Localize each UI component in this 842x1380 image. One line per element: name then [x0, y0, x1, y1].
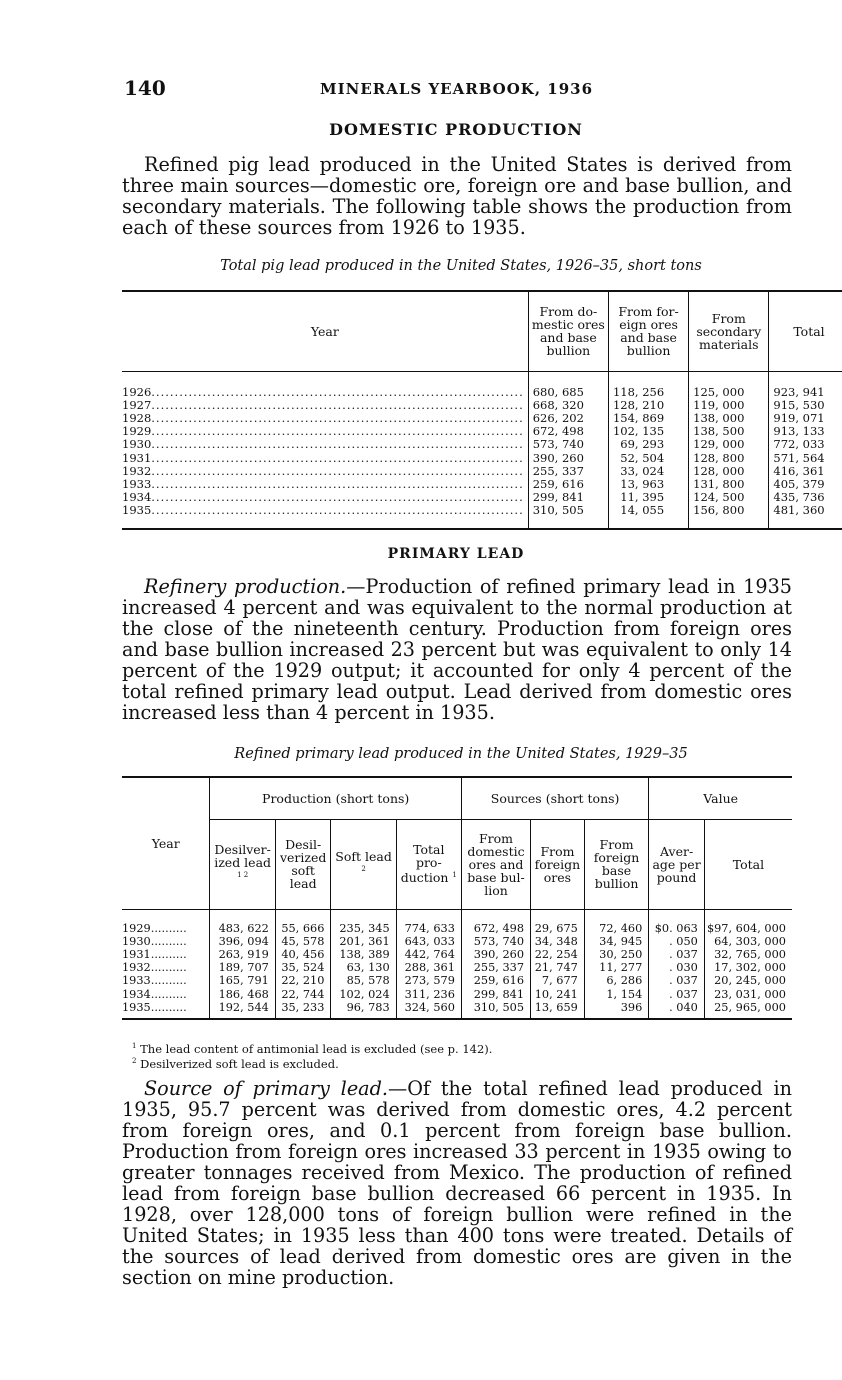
footnote-2-mark: 2	[132, 1056, 137, 1065]
cell-desilverized: 483, 622	[210, 909, 275, 935]
cell-desilverized: 263, 919	[210, 948, 275, 961]
row-year	[122, 425, 528, 438]
cell-soft: 85, 578	[331, 974, 396, 987]
cell-total-prod: 288, 361	[396, 961, 461, 974]
dot-leader: ..........	[150, 947, 187, 961]
cell-total-prod: 643, 033	[396, 935, 461, 948]
t2-col-desil-soft-header: Desil-verized soft lead	[275, 819, 331, 909]
cell-soft: 138, 389	[331, 948, 396, 961]
cell-foreign: 118, 256	[608, 371, 688, 399]
cell-foreign-bullion: 11, 277	[584, 961, 648, 974]
t2-col-foreign-bullion-header: From foreign base bullion	[584, 819, 648, 909]
dot-leader: ................................................................................	[151, 398, 524, 412]
cell-avg-price: $0. 063	[649, 909, 705, 935]
table-row	[122, 452, 842, 465]
dot-leader: ................................................................................	[151, 491, 524, 505]
t2-col-avg-price-header: Aver-age per pound	[649, 819, 705, 909]
page-number: 140	[124, 76, 166, 100]
t2-col-total-value-header: Total	[704, 819, 792, 909]
cell-domestic: 310, 505	[461, 1001, 530, 1019]
table2-caption: Refined primary lead produced in the United States, 1929–35	[234, 746, 688, 762]
cell-domestic: 255, 337	[461, 961, 530, 974]
pig-lead-table	[122, 290, 842, 530]
cell-desil-soft: 35, 233	[275, 1001, 331, 1019]
cell-foreign-ores: 22, 254	[531, 948, 585, 961]
cell-domestic: 672, 498	[461, 909, 530, 935]
dot-leader: ..........	[150, 974, 187, 988]
dot-leader: ..........	[150, 987, 187, 1001]
cell-total: 913, 133	[769, 425, 842, 438]
row-year-value: 1929	[122, 921, 151, 935]
cell-total: 915, 530	[769, 399, 842, 412]
t2-col-total-prod-label: Total pro-duction	[400, 842, 449, 886]
cell-soft: 235, 345	[331, 909, 396, 935]
cell-total-prod: 442, 764	[396, 948, 461, 961]
t2-col-soft-header	[331, 819, 396, 909]
cell-desil-soft: 55, 666	[275, 909, 331, 935]
row-year	[122, 1001, 210, 1019]
cell-total-prod: 273, 579	[396, 974, 461, 987]
row-year	[122, 478, 528, 491]
cell-foreign-ores: 34, 348	[531, 935, 585, 948]
cell-domestic: 573, 740	[461, 935, 530, 948]
cell-secondary: 128, 800	[689, 452, 769, 465]
cell-domestic: 259, 616	[461, 974, 530, 987]
table-row	[122, 961, 792, 974]
col-secondary-header: From secondary materials	[689, 291, 769, 371]
cell-domestic: 299, 841	[461, 988, 530, 1001]
source-paragraph-text: —Of the total refined lead produced in 1935, 95.7 percent was derived from domestic ores, 4.2 percent from foreign ores, and 0.1 percent from foreign base bullion. Production from foreign ores increased 33 percent in 1935 owing to greater tonnages received from Mexico. The production of refined lead from foreign base bullion decreased 66 percent in 1935. In 1928, over 128,000 tons of foreign bullion were refined in the United States; in 1935 less than 400 tons were treated. Details of the sources of lead derived from domestic ores are given in the section on mine production.	[122, 1077, 792, 1289]
row-year-value: 1930	[122, 934, 151, 948]
row-year	[122, 935, 210, 948]
row-year-value: 1929	[122, 425, 152, 439]
cell-foreign: 69, 293	[608, 438, 688, 451]
cell-total-prod: 311, 236	[396, 988, 461, 1001]
cell-foreign-bullion: 72, 460	[584, 909, 648, 935]
cell-total-value: 64, 303, 000	[704, 935, 792, 948]
cell-domestic: 680, 685	[528, 371, 608, 399]
cell-desilverized: 396, 094	[210, 935, 275, 948]
footnote-1-mark: 1	[132, 1042, 137, 1050]
table-row	[122, 371, 842, 399]
row-year-value: 1935	[122, 1000, 151, 1014]
cell-avg-price: . 030	[649, 961, 705, 974]
row-year-value: 1933	[122, 477, 152, 491]
cell-foreign-ores: 10, 241	[531, 988, 585, 1001]
refinery-lead-in: Refinery production.	[144, 575, 347, 598]
cell-desil-soft: 22, 744	[275, 988, 331, 1001]
dot-leader: ..........	[150, 1000, 187, 1014]
section-heading-primary: PRIMARY LEAD	[387, 546, 525, 562]
row-year-value: 1934	[122, 987, 151, 1001]
row-year-value: 1927	[122, 398, 152, 412]
cell-desil-soft: 45, 578	[275, 935, 331, 948]
cell-soft: 63, 130	[331, 961, 396, 974]
table-row	[122, 438, 842, 451]
col-foreign-header: From for-eign ores and base bullion	[608, 291, 688, 371]
running-title: MINERALS YEARBOOK, 1936	[320, 80, 594, 98]
cell-foreign: 11, 395	[608, 491, 688, 504]
cell-domestic: 672, 498	[528, 425, 608, 438]
dot-leader: ................................................................................	[151, 384, 524, 399]
cell-total-prod: 324, 560	[396, 1001, 461, 1019]
table-row	[122, 504, 842, 528]
table-row	[122, 1001, 792, 1019]
cell-soft: 102, 024	[331, 988, 396, 1001]
cell-total: 405, 379	[769, 478, 842, 491]
t2-col-desilverized-label: Desilver-ized lead	[214, 842, 272, 871]
row-year-value: 1935	[122, 504, 152, 518]
t2-group-sources: Sources (short tons)	[461, 777, 648, 819]
t2-col-soft-label: Soft lead	[335, 848, 392, 864]
cell-total-value: 25, 965, 000	[704, 1001, 792, 1019]
col-total-header: Total	[769, 291, 842, 371]
table-row	[122, 988, 792, 1001]
row-year	[122, 452, 528, 465]
cell-soft: 201, 361	[331, 935, 396, 948]
dot-leader: ..........	[150, 934, 187, 948]
table-row	[122, 399, 842, 412]
cell-foreign-ores: 13, 659	[531, 1001, 585, 1019]
footnote-2-text: Desilverized soft lead is excluded.	[140, 1056, 339, 1071]
dot-leader: ................................................................................	[151, 504, 524, 518]
cell-foreign: 154, 869	[608, 412, 688, 425]
t2-col-desilverized-note: 1 2	[237, 871, 249, 880]
cell-avg-price: . 037	[649, 988, 705, 1001]
row-year-value: 1928	[122, 411, 152, 425]
cell-total-value: 23, 031, 000	[704, 988, 792, 1001]
cell-foreign: 128, 210	[608, 399, 688, 412]
cell-avg-price: . 037	[649, 974, 705, 987]
cell-avg-price: . 037	[649, 948, 705, 961]
cell-secondary: 138, 000	[689, 412, 769, 425]
footnote-1-text: The lead content of antimonial lead is excluded (see p. 142).	[140, 1041, 493, 1056]
cell-desil-soft: 22, 210	[275, 974, 331, 987]
t2-col-total-prod-note: 1	[452, 871, 457, 880]
row-year	[122, 988, 210, 1001]
row-year-value: 1931	[122, 947, 151, 961]
cell-domestic: 259, 616	[528, 478, 608, 491]
row-year-value: 1931	[122, 451, 152, 465]
t2-col-total-prod-header	[396, 819, 461, 909]
table-row	[122, 909, 792, 935]
cell-foreign: 102, 135	[608, 425, 688, 438]
t2-col-year-header: Year	[151, 835, 180, 851]
cell-total: 923, 941	[769, 371, 842, 399]
row-year	[122, 371, 528, 399]
cell-desilverized: 189, 707	[210, 961, 275, 974]
cell-foreign-bullion: 34, 945	[584, 935, 648, 948]
cell-soft: 96, 783	[331, 1001, 396, 1019]
cell-total-value: 17, 302, 000	[704, 961, 792, 974]
cell-domestic: 255, 337	[528, 465, 608, 478]
cell-total-value: 32, 765, 000	[704, 948, 792, 961]
dot-leader: ..........	[150, 961, 187, 975]
cell-secondary: 125, 000	[689, 371, 769, 399]
cell-secondary: 128, 000	[689, 465, 769, 478]
row-year-value: 1933	[122, 974, 151, 988]
section-heading-domestic: DOMESTIC PRODUCTION	[329, 120, 583, 139]
cell-total-prod: 774, 633	[396, 909, 461, 935]
dot-leader: ................................................................................	[151, 438, 524, 452]
t2-col-soft-note: 2	[361, 864, 366, 873]
cell-avg-price: . 050	[649, 935, 705, 948]
cell-foreign-bullion: 6, 286	[584, 974, 648, 987]
t2-group-value: Value	[649, 777, 792, 819]
refinery-paragraph-text: —Production of refined primary lead in 1935 increased 4 percent and was equivalent to the normal production at the close of the nineteenth century. Production from foreign ores and base bullion increased 23 percent but was equivalent to only 14 percent of the 1929 output; it accounted for only 4 percent of the total refined primary lead output. Lead derived from domestic ores increased less than 4 percent in 1935.	[122, 575, 792, 724]
cell-total: 571, 564	[769, 452, 842, 465]
cell-foreign-bullion: 396	[584, 1001, 648, 1019]
cell-domestic: 573, 740	[528, 438, 608, 451]
row-year-value: 1934	[122, 491, 152, 505]
cell-total-value: $97, 604, 000	[704, 909, 792, 935]
cell-desil-soft: 40, 456	[275, 948, 331, 961]
cell-total: 416, 361	[769, 465, 842, 478]
col-domestic-header: From do-mestic ores and base bullion	[528, 291, 608, 371]
domestic-paragraph	[122, 154, 792, 238]
cell-foreign-ores: 21, 747	[531, 961, 585, 974]
table2-footnotes	[132, 1040, 492, 1070]
cell-foreign: 13, 963	[608, 478, 688, 491]
dot-leader: ................................................................................	[151, 411, 524, 425]
row-year-value: 1932	[122, 464, 152, 478]
row-year	[122, 948, 210, 961]
cell-domestic: 390, 260	[528, 452, 608, 465]
dot-leader: ................................................................................	[151, 425, 524, 439]
row-year	[122, 974, 210, 987]
cell-secondary: 119, 000	[689, 399, 769, 412]
cell-domestic: 390, 260	[461, 948, 530, 961]
t2-col-foreign-ores-header: From foreign ores	[531, 819, 585, 909]
table-row	[122, 948, 792, 961]
cell-domestic: 668, 320	[528, 399, 608, 412]
cell-desilverized: 192, 544	[210, 1001, 275, 1019]
cell-secondary: 138, 500	[689, 425, 769, 438]
cell-desil-soft: 35, 524	[275, 961, 331, 974]
dot-leader: ................................................................................	[151, 477, 524, 491]
footnote-1	[132, 1040, 492, 1055]
cell-desilverized: 186, 468	[210, 988, 275, 1001]
row-year-value: 1930	[122, 438, 152, 452]
cell-secondary: 131, 800	[689, 478, 769, 491]
dot-leader: ................................................................................	[151, 464, 524, 478]
row-year	[122, 961, 210, 974]
cell-total: 772, 033	[769, 438, 842, 451]
col-year-header: Year	[310, 323, 339, 339]
cell-total-value: 20, 245, 000	[704, 974, 792, 987]
table-row	[122, 974, 792, 987]
cell-total: 481, 360	[769, 504, 842, 528]
cell-desilverized: 165, 791	[210, 974, 275, 987]
row-year-value: 1926	[122, 384, 152, 399]
primary-lead-table	[122, 776, 792, 1020]
row-year	[122, 399, 528, 412]
cell-secondary: 156, 800	[689, 504, 769, 528]
cell-avg-price: . 040	[649, 1001, 705, 1019]
table-row	[122, 465, 842, 478]
row-year	[122, 465, 528, 478]
cell-foreign-bullion: 1, 154	[584, 988, 648, 1001]
source-paragraph	[122, 1078, 792, 1288]
row-year-value: 1932	[122, 961, 151, 975]
row-year	[122, 438, 528, 451]
row-year	[122, 909, 210, 935]
table1-caption: Total pig lead produced in the United States, 1926–35, short tons	[220, 258, 702, 274]
cell-foreign-ores: 29, 675	[531, 909, 585, 935]
cell-domestic: 626, 202	[528, 412, 608, 425]
cell-total: 435, 736	[769, 491, 842, 504]
t2-col-domestic-header: From domestic ores and base bul-lion	[461, 819, 530, 909]
t2-col-desilverized-header	[210, 819, 275, 909]
cell-domestic: 310, 505	[528, 504, 608, 528]
cell-foreign: 14, 055	[608, 504, 688, 528]
cell-secondary: 124, 500	[689, 491, 769, 504]
dot-leader: ..........	[150, 921, 187, 935]
footnote-2	[132, 1055, 492, 1070]
row-year	[122, 491, 528, 504]
table-row	[122, 935, 792, 948]
domestic-paragraph-text: Refined pig lead produced in the United States is derived from three main sources—domestic ore, foreign ore and base bullion, and secondary materials. The following table shows the production from each of these sources from 1926 to 1935.	[122, 153, 792, 239]
row-year	[122, 412, 528, 425]
cell-domestic: 299, 841	[528, 491, 608, 504]
cell-total: 919, 071	[769, 412, 842, 425]
cell-foreign: 33, 024	[608, 465, 688, 478]
cell-secondary: 129, 000	[689, 438, 769, 451]
cell-foreign-bullion: 30, 250	[584, 948, 648, 961]
cell-foreign-ores: 7, 677	[531, 974, 585, 987]
source-lead-in: Source of primary lead.	[144, 1077, 388, 1100]
row-year	[122, 504, 528, 528]
t2-group-production: Production (short tons)	[210, 777, 462, 819]
refinery-paragraph	[122, 576, 792, 723]
dot-leader: ................................................................................	[151, 451, 524, 465]
cell-foreign: 52, 504	[608, 452, 688, 465]
